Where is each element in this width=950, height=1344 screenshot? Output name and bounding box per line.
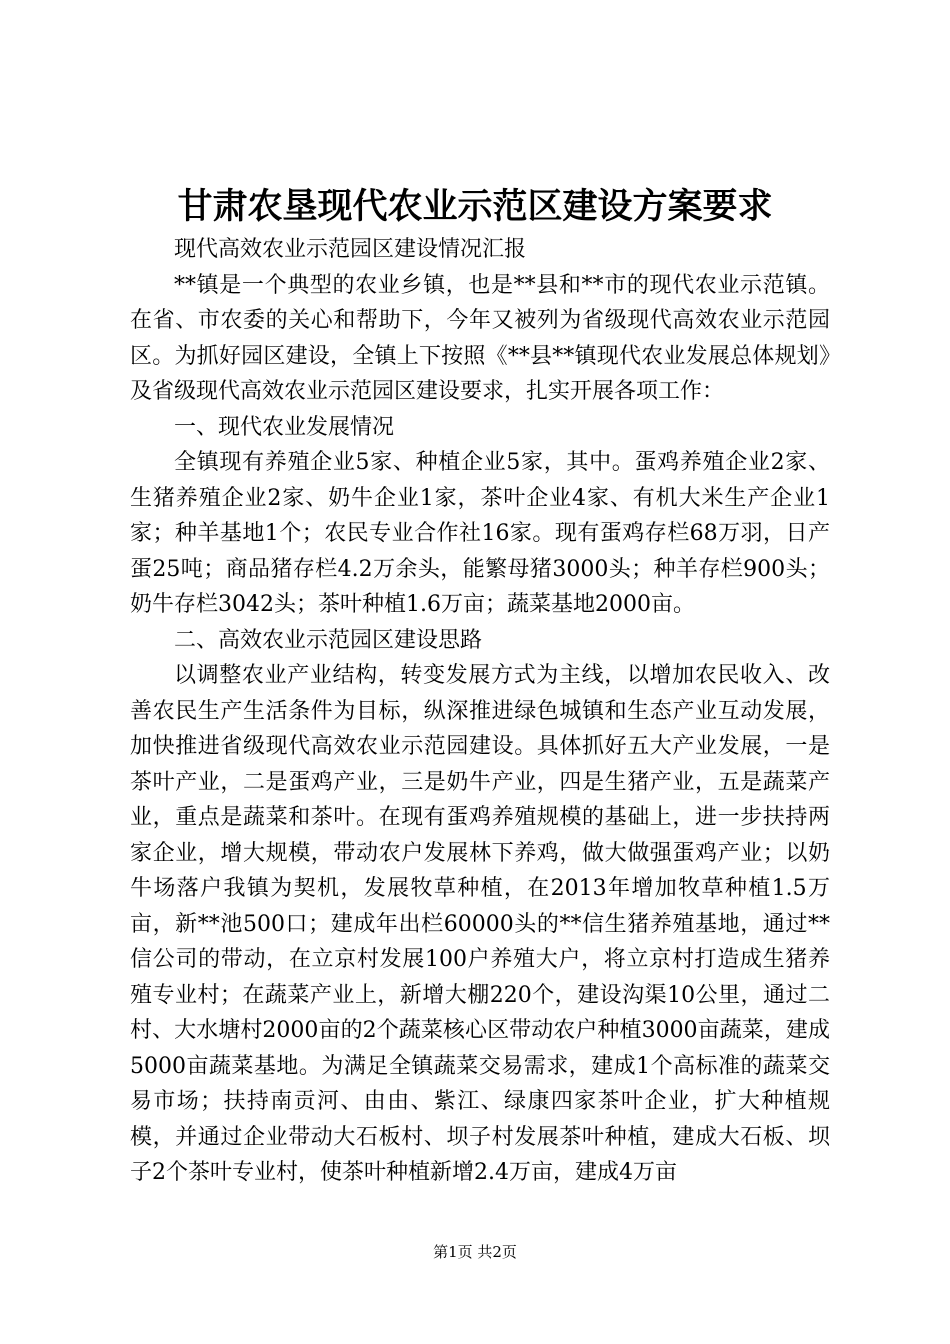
section-heading-1: 一、现代农业发展情况: [174, 414, 395, 440]
report-subtitle: 现代高效农业示范园区建设情况汇报: [174, 237, 527, 262]
section-2-paragraph: 以调整农业产业结构，转变发展方式为主线，以增加农民收入、改善农民生产生活条件为目标，纵深推进绿色城镇和生态产业互动发展，加快推进省级现代高效农业示范园建设。具体抓好五大产业发展，一是茶叶产业，二是蛋鸡产业，三是奶牛产业，四是生猪产业，五是蔬菜产业，重点是蔬菜和茶叶。在现有蛋鸡养殖规模的基础上，进一步扶持两家企业，增大规模，带动农户发展林下养鸡，做大做强蛋鸡产业；以奶牛场落户我镇为契机，发展牧草种植，在2013年增加牧草种植1.5万亩，新**池500口；建成年出栏60000头的**信生猪养殖基地，通过**信公司的带动，在立京村发展100户养殖大户，将立京村打造成生猪养殖专业村；在蔬菜产业上，新增大棚220个，建设沟渠10公里，通过二村、大水塘村2000亩的2个蔬菜核心区带动农户种植3000亩蔬菜，建成5000亩蔬菜基地。为满足全镇蔬菜交易需求，建成1个高标准的蔬菜交易市场；扶持南贡河、由由、紫江、绿康四家茶叶企业，扩大种植规模，并通过企业带动大石板村、坝子村发展茶叶种植，建成大石板、坝子2个茶叶专业村，使茶叶种植新增2.4万亩，建成4万亩: [130, 663, 830, 1185]
section-1-paragraph: 全镇现有养殖企业5家、种植企业5家，其中。蛋鸡养殖企业2家、生猪养殖企业2家、奶牛企业1家，茶叶企业4家、有机大米生产企业1家；种羊基地1个；农民专业合作社16家。现有蛋鸡存栏68万羽，日产蛋25吨；商品猪存栏4.2万余头，能繁母猪3000头；种羊存栏900头；奶牛存栏3042头；茶叶种植1.6万亩；蔬菜基地2000亩。: [130, 450, 830, 617]
document-title: 甘肃农垦现代农业示范区建设方案要求: [177, 186, 773, 227]
intro-paragraph: **镇是一个典型的农业乡镇，也是**县和**市的现代农业示范镇。在省、市农委的关心和帮助下，今年又被列为省级现代高效农业示范园区。为抓好园区建设，全镇上下按照《**县**镇现代农业发展总体规划》及省级现代高效农业示范园区建设要求，扎实开展各项工作：: [130, 272, 830, 404]
section-heading-2: 二、高效农业示范园区建设思路: [174, 627, 483, 653]
document-body: [130, 232, 830, 1191]
page-footer: 第1页 共2页: [433, 1243, 517, 1261]
